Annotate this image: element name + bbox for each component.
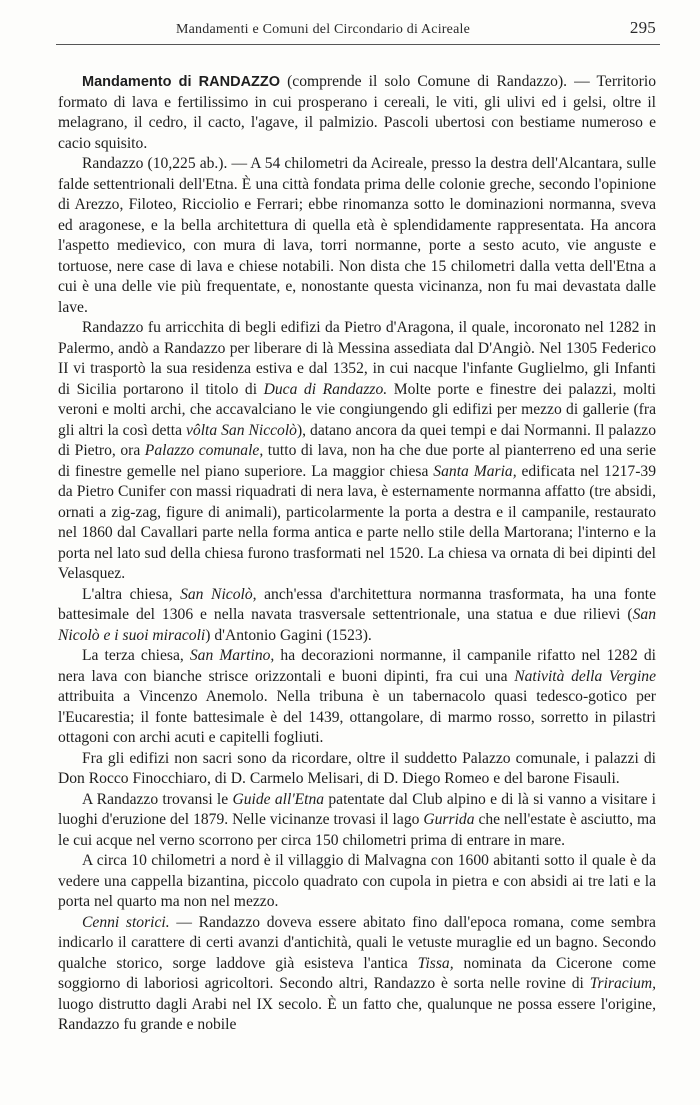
paragraph-text: attribuita a Vincenzo Anemolo. Nella tribuna è un tabernacolo quasi tedesco-gotico per l'Eucarestia; il fonte battesimale è del 1439, ottangolare, di marmo rosso, sorretto in pilastri ottagoni con archi acuti e capitelli fogliuti. (58, 688, 656, 746)
page-number: 295 (629, 18, 656, 37)
paragraph-text: Randazzo fu arricchita di begli edifizi da Pietro d'Aragona, il quale, incoronato nel 1282 in Palermo, andò a Randazzo per liberare di là Messina assediata dal D'Angiò. Nel 1305 Federico II vi trasportò la sua residenza estiva e dal 1352, in cui nacque l'infante Guglielmo, gli Infanti di Sicilia portarono il titolo di (58, 319, 656, 398)
paragraph-text: che nell'estate è asciutto, ma le cui acque nel verno scorrono per circa 150 chilometri prima di entrare in mare. (58, 811, 656, 849)
paragraph-text: Randazzo (10,225 ab.). — A 54 chilometri da Acireale, presso la destra dell'Alcantara, sulle falde settentrionali dell'Etna. È una città fondata prima delle colonie greche, secondo l'opinione di Arezzo, Filoteo, Ricciolio e Ferrari; ebbe rinomanza sotto le dominazioni normanna, sveva ed aragonese, e la bella architettura di quella età è splendidamente rappresentata. Ha ancora l'aspetto medievico, con mura di lava, torri normanne, porte a sesto acuto, vie anguste e tortuose, nere case di lava e chiese notabili. Non dista che 15 chilometri dalla vetta dell'Etna a cui è una delle vie più frequentate, e, nonostante questa vicinanza, non fu mai devastata dalle lave. (58, 155, 656, 316)
paragraph-text: Molte porte e finestre dei palazzi, molti veroni e molti archi, che accavalciano le vie congiungendo gli edifizi per mezzo di gallerie (fra gli altri la così detta (58, 380, 656, 439)
paragraph-text: anch'essa d'architettura normanna trasformata, ha una fonte battesimale del 1306 e nella navata trasversale settentrionale, una statua e due rilievi ( (58, 585, 656, 623)
paragraph-text: patentate dal Club alpino e di là si vanno a visitare i luoghi d'eruzione del 1879. Nelle vicinanze trovasi il lago (58, 790, 656, 828)
paragraph-text: luogo distrutto dagli Arabi nel IX secolo. È un fatto che, qualunque ne possa essere l'origine, Randazzo fu grande e nobile (58, 995, 656, 1033)
paragraph-text: ha decorazioni normanne, il campanile rifatto nel 1282 di nera lava con bianche strisce orizzontali e buoni dipinti, fra cui una (58, 647, 656, 685)
paragraph-randazzo (58, 154, 656, 318)
italic-term: Tissa, (417, 954, 454, 972)
paragraph-text: tutto di lava, non ha che due porte al pianterreno ed una serie di finestre gemelle nel piano superiore. La maggior chiesa (58, 442, 657, 480)
paragraph-text: — Randazzo doveva essere abitato fino dall'epoca romana, come sembra indicarlo il carattere di certi avanzi d'antichità, quali le vetuste muraglie ed un bagno. Secondo qualche storico, sorge laddove già esisteva l'antica (58, 913, 656, 972)
paragraph-text: ) d'Antonio Gagini (1523). (205, 626, 372, 644)
italic-term: Guide all'Etna (232, 790, 325, 808)
italic-term: Santa Maria, (433, 462, 517, 480)
paragraph-guide (58, 790, 656, 852)
paragraph-text: La terza chiesa, (82, 647, 190, 664)
italic-term: San Nicolò e i suoi miracoli (58, 606, 656, 644)
italic-term: Duca di Randazzo. (263, 380, 388, 398)
running-header (58, 18, 656, 42)
paragraph-palazzi (58, 749, 656, 790)
page-body (58, 72, 656, 1036)
italic-term: Natività della Vergine (514, 667, 656, 685)
paragraph-text: edificata nel 1217-39 da Pietro Cunifer con massi riquadrati di nera lava, è esternamente normanna affatto (tre absidi, ornati a zig-zag, figure di animali), particolarmente la porta a destra e il campanile, restaurato nel 1860 dal Cavallari parte nella forma antica e parte nello stile della Martorana; l'interno e la porta nel lato sud della chiesa furono trasformati nel 1520. La chiesa va ornata di bei dipinti del Velasquez. (58, 462, 656, 582)
paragraph-text: A circa 10 chilometri a nord è il villaggio di Malvagna con 1600 abitanti sotto il quale è da vedere una cappella bizantina, piccolo quadrato con cupola in pietra e con absidi ai tre lati e la porta nel quarto ma non nel mezzo. (58, 852, 656, 910)
italic-term: San Martino, (189, 647, 275, 664)
paragraph-san-nicolo (58, 585, 656, 647)
italic-term: Palazzo comunale, (144, 442, 264, 459)
paragraph-san-martino (58, 646, 656, 749)
italic-heading: Cenni storici. (82, 913, 170, 931)
section-heading: Mandamento di RANDAZZO (82, 74, 281, 90)
paragraph-text: ), datano ancora da quei tempi e dai Normanni. Il palazzo di Pietro, ora (58, 421, 656, 459)
paragraph-history (58, 318, 656, 585)
paragraph-cenni-storici (58, 913, 656, 1036)
italic-term: San Nicolò, (180, 585, 257, 603)
header-rule (56, 44, 660, 45)
italic-term: vôlta San Niccolò (186, 421, 297, 439)
paragraph-text: A Randazzo trovansi le (82, 790, 233, 808)
paragraph-text: L'altra chiesa, (82, 585, 181, 603)
paragraph-text: nominata da Cicerone come soggiorno di laboriosi agricoltori. Secondo altri, Randazzo è sorta nelle rovine di (58, 954, 656, 992)
italic-term: Gurrida (423, 811, 475, 828)
italic-term: Triracium, (589, 975, 656, 992)
paragraph-mandamento (58, 72, 656, 154)
running-title: Mandamenti e Comuni del Circondario di Acireale (176, 22, 470, 37)
paragraph-text: (comprende il solo Comune di Randazzo). — Territorio formato di lava e fertilissimo in cui prosperano i cereali, le viti, gli ulivi ed i gelsi, oltre il melagrano, il cedro, il cacto, l'agave, il palmizio. Pascoli ubertosi con bestiame numeroso e cacio squisito. (58, 73, 656, 152)
paragraph-text: Fra gli edifizi non sacri sono da ricordare, oltre il suddetto Palazzo comunale, i palazzi di Don Rocco Finocchiaro, di D. Carmelo Melisari, di D. Diego Romeo e del barone Fisauli. (58, 749, 656, 787)
paragraph-malvagna (58, 851, 656, 913)
